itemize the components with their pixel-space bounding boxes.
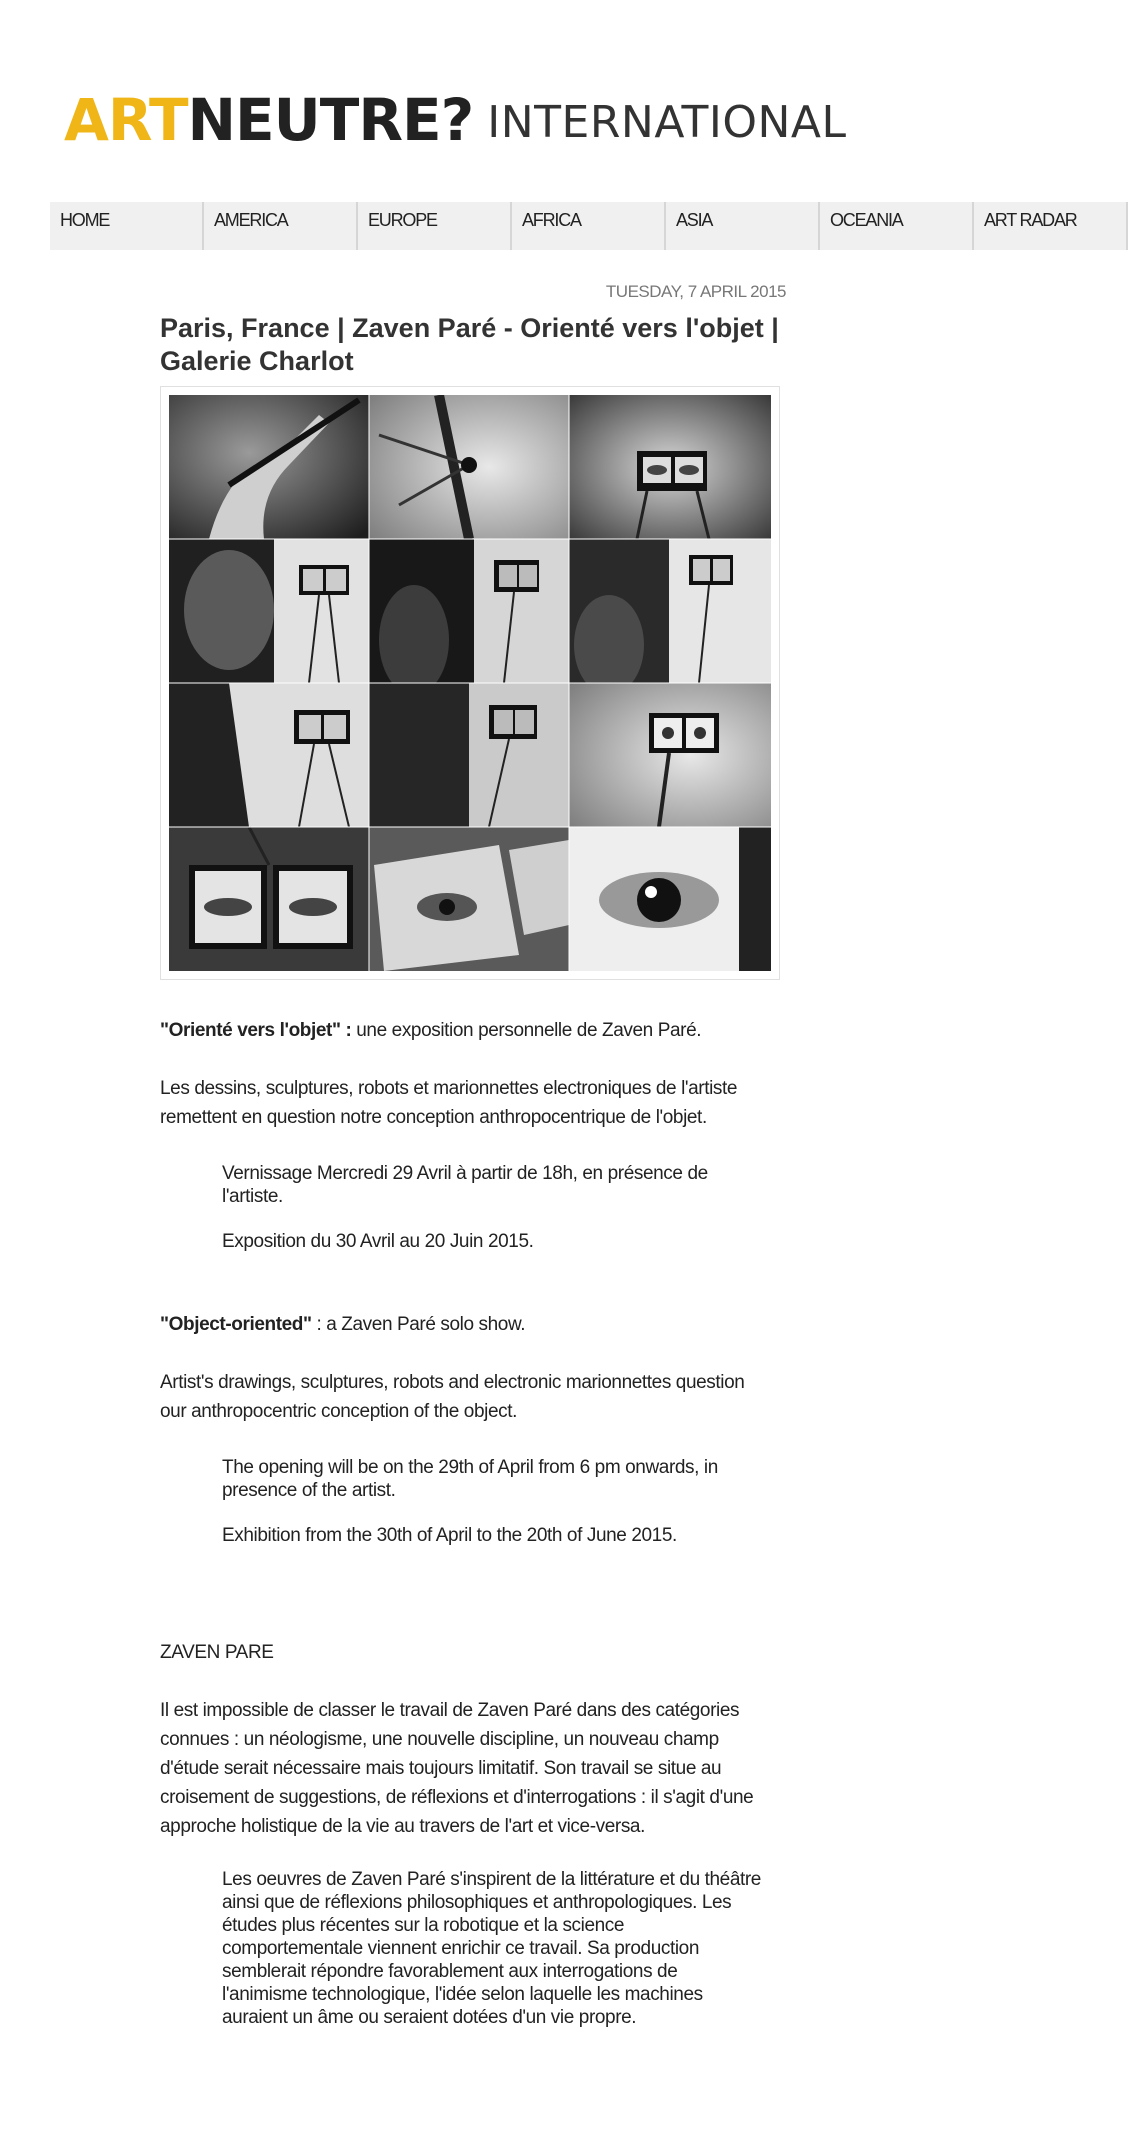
artwork-photo-collage[interactable] (160, 386, 780, 980)
logo-art-text: ART (64, 86, 188, 154)
main-nav (50, 202, 1136, 250)
en-para1 (160, 1368, 744, 1426)
en-intro-bold: "Object-oriented" (160, 1314, 312, 1335)
fr-para1 (160, 1074, 737, 1132)
fr-intro (160, 1016, 701, 1045)
en-quote-dates: Exhibition from the 30th of April to the 20th of June 2015. (222, 1525, 677, 1546)
collage-image (169, 395, 771, 971)
en-quote-opening: The opening will be on the 29th of April from 6 pm onwards, in presence of the artist. (222, 1457, 718, 1501)
post-date: TUESDAY, 7 APRIL 2015 (605, 282, 786, 301)
bio-line-5: approche holistique de la vie au travers de l'art et vice-versa. (160, 1816, 645, 1837)
bio-line-1: Il est impossible de classer le travail de Zaven Paré dans des catégories (160, 1700, 740, 1721)
logo-neutre-text: NEUTRE? (187, 86, 474, 154)
nav-item-america[interactable]: AMERICA (204, 202, 358, 250)
bio-heading: ZAVEN PARE (160, 1642, 274, 1663)
fr-para1-line1: Les dessins, sculptures, robots et marionnettes electroniques de l'artiste (160, 1078, 738, 1099)
site-logo[interactable] (64, 86, 847, 154)
nav-item-oceania[interactable]: OCEANIA (820, 202, 974, 250)
post-title[interactable]: Paris, France | Zaven Paré - Orienté vers l'objet | Galerie Charlot (160, 313, 779, 376)
logo-international-text: INTERNATIONAL (487, 97, 847, 148)
en-intro (160, 1310, 525, 1339)
fr-para1-line2: remettent en question notre conception anthropocentrique de l'objet. (160, 1107, 707, 1128)
nav-item-home[interactable]: HOME (50, 202, 204, 250)
en-intro-rest: : a Zaven Paré solo show. (311, 1314, 526, 1335)
nav-item-art-radar[interactable]: ART RADAR (974, 202, 1128, 250)
bio-quote: Les oeuvres de Zaven Paré s'inspirent de la littérature et du théâtre ainsi que de réflexions philosophiques et anthropologiques. Les études plus récentes sur la robotique et la science comportementale viennent enrichir ce travail. Sa production semblerait répondre favorablement aux interrogations de l'animisme technologique, l'idée selon laquelle les machines auraient un âme ou seraient dotées d'un vie propre. (222, 1869, 761, 2028)
bio-line-3: d'étude serait nécessaire mais toujours limitatif. Son travail se situe au (160, 1758, 722, 1779)
nav-item-europe[interactable]: EUROPE (358, 202, 512, 250)
bio-paragraph (160, 1696, 753, 1841)
en-para1-line2: our anthropocentric conception of the object. (160, 1401, 517, 1422)
fr-quote-dates: Exposition du 30 Avril au 20 Juin 2015. (222, 1231, 534, 1252)
bio-line-4: croisement de suggestions, de réflexions et d'interrogations : il s'agit d'une (160, 1787, 754, 1808)
nav-item-africa[interactable]: AFRICA (512, 202, 666, 250)
bio-line-2: connues : un néologisme, une nouvelle discipline, un nouveau champ (160, 1729, 719, 1750)
fr-intro-rest: une exposition personnelle de Zaven Paré. (351, 1020, 702, 1041)
nav-item-asia[interactable]: ASIA (666, 202, 820, 250)
en-para1-line1: Artist's drawings, sculptures, robots and electronic marionnettes question (160, 1372, 745, 1393)
fr-intro-bold: "Orienté vers l'objet" : (160, 1020, 352, 1041)
fr-quote-opening: Vernissage Mercredi 29 Avril à partir de 18h, en présence de l'artiste. (222, 1163, 708, 1207)
